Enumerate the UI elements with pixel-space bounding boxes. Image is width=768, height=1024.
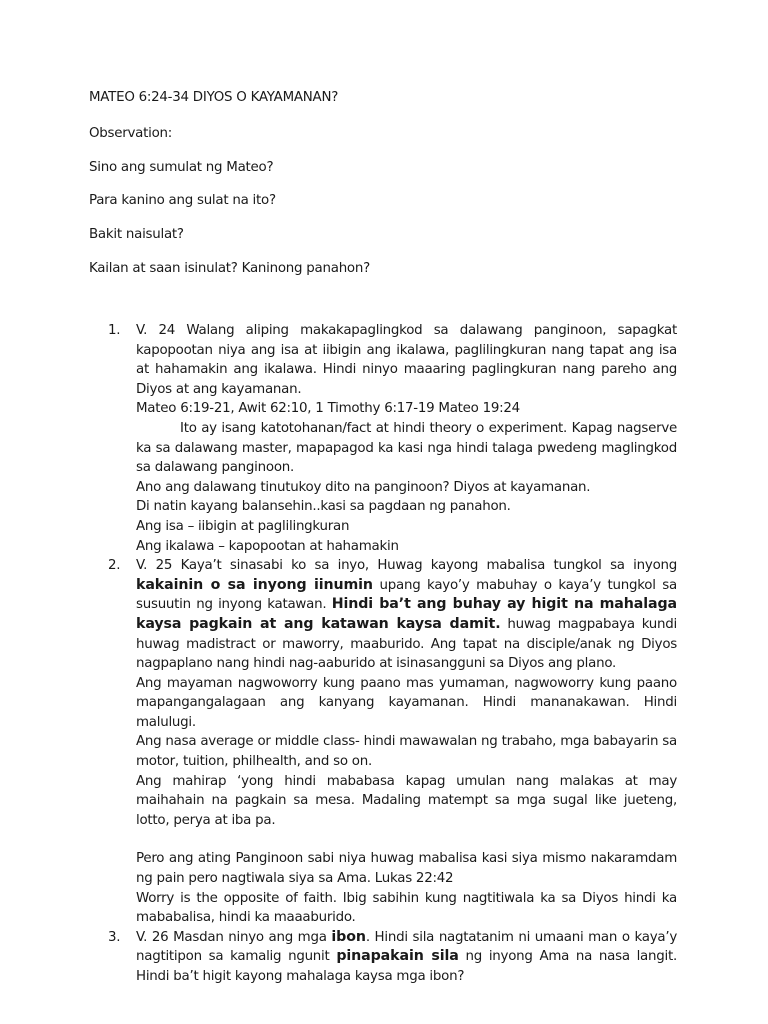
commentary-text: Ang nasa average or middle class- hindi mawawalan ng trabaho, mga babayarin sa motor, tuition, philhealth, and so on. xyxy=(136,734,677,770)
question-1: Sino ang sumulat ng Mateo? xyxy=(89,160,274,175)
verse-text-run: huwag magpabaya kundi huwag madistract or maworry, maaburido. Ang tapat na disciple/anak ng Diyos nagpaplano nang hindi nag-aaburido at isinasangguni sa Diyos ang plano. xyxy=(136,616,677,672)
verse-text-run: V. 25 Kaya’t sinasabi ko sa inyo, Huwag kayong mabalisa tungkol sa inyong xyxy=(136,558,677,574)
commentary-text: Pero ang ating Panginoon sabi niya huwag mabalisa kasi siya mismo nakaramdam ng pain pero nagtiwala siya sa Ama. Lukas 22:42 xyxy=(136,851,677,887)
item-number: 2. xyxy=(108,558,121,574)
emphasis-text: pinapakain sila xyxy=(336,948,459,965)
question-2: Para kanino ang sulat na ito? xyxy=(89,193,276,208)
item-number: 1. xyxy=(108,323,121,338)
verse-text-run: V. 26 Masdan ninyo ang mga xyxy=(136,929,332,945)
commentary-text: Ang ikalawa – kapopootan at hahamakin xyxy=(136,538,399,554)
commentary-text: Ang isa – iibigin at paglilingkuran xyxy=(136,518,350,534)
paragraph-gap xyxy=(136,830,677,849)
commentary-text: Ano ang dalawang tinutukoy dito na panginoon? Diyos at kayamanan. xyxy=(136,479,591,495)
commentary-text: Ito ay isang katotohanan/fact at hindi theory o experiment. Kapag nagserve ka sa dalawang master, mapapagod ka kasi nga hindi talaga pwedeng maglingkod sa dalawang panginoon. xyxy=(136,420,677,476)
commentary-text: Worry is the opposite of faith. Ibig sabihin kung nagtitiwala ka sa Diyos hindi ka mababalisa, hindi ka maaaburido. xyxy=(136,890,677,926)
list-item xyxy=(0,928,677,987)
verse-list xyxy=(0,321,768,987)
list-item xyxy=(0,556,677,928)
cross-references: Mateo 6:19-21, Awit 62:10, 1 Timothy 6:17-19 Mateo 19:24 xyxy=(136,401,520,417)
verse-text xyxy=(136,556,677,674)
document-title: MATEO 6:24-34 DIYOS O KAYAMANAN? xyxy=(89,90,339,105)
list-item xyxy=(0,321,677,556)
commentary-text: Ang mayaman nagwoworry kung paano mas yumaman, nagwoworry kung paano mapangangalagaan ang kanyang kayamanan. Hindi mananakawan. Hindi malulugi. xyxy=(136,675,677,730)
verse-text: V. 24 Walang aliping makakapaglingkod sa dalawang panginoon, sapagkat kapopootan niya ang isa at iibigin ang ikalawa, paglilingkuran nang tapat ang isa at hahamakin ang ikalawa. Hindi ninyo maaaring paglingkuran nang pareho ang Diyos at ang kayamanan. xyxy=(136,323,677,397)
commentary-text: Di natin kayang balansehin..kasi sa pagdaan ng panahon. xyxy=(136,499,511,515)
question-4: Kailan at saan isinulat? Kaninong panahon? xyxy=(89,261,370,276)
verse-text-run: ng inyong Ama na nasa langit. Hindi ba’t higit kayong mahalaga kaysa mga ibon? xyxy=(136,949,677,984)
observation-heading: Observation: xyxy=(89,126,173,141)
emphasis-text: kakainin o sa inyong iinumin xyxy=(136,576,373,593)
item-number: 3. xyxy=(108,929,121,945)
emphasis-text: ibon xyxy=(331,928,366,945)
verse-text-run: upang kayo’y mabuhay o kaya’y tungkol sa susuutin ng inyong katawan. xyxy=(136,577,677,613)
verse-text-run: . Hindi sila nagtatanim ni umaani man o kaya’y nagtitipon sa kamalig ngunit xyxy=(136,929,678,965)
verse-text xyxy=(136,928,677,987)
question-3: Bakit naisulat? xyxy=(89,227,184,242)
commentary-text: Ang mahirap ‘yong hindi mababasa kapag umulan nang malakas at may maihahain na pagkain sa mesa. Madaling matempt sa mga sugal like jueteng, lotto, perya at iba pa. xyxy=(136,773,677,828)
emphasis-text: Hindi ba’t ang buhay ay higit na mahalaga kaysa pagkain at ang katawan kaysa damit. xyxy=(136,596,678,632)
